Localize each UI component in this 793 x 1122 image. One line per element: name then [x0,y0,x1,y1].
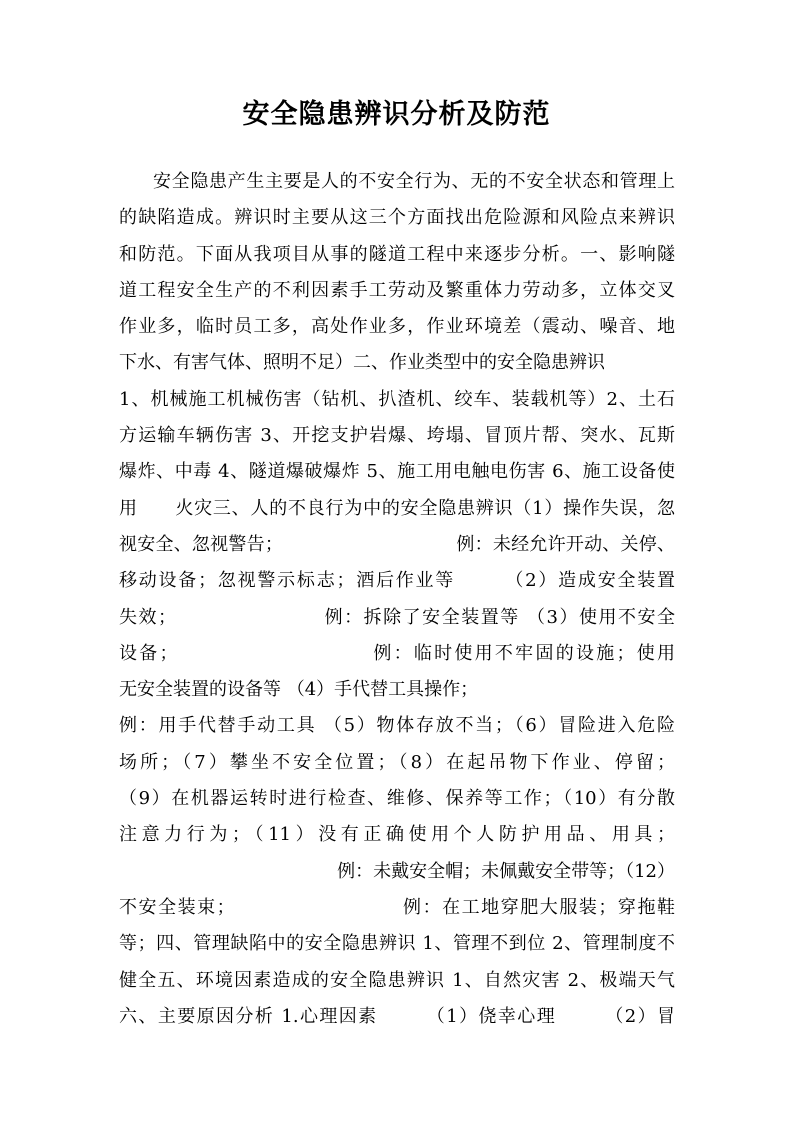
paragraph-line-22: 等；四、管理缺陷中的安全隐患辨识 1、管理不到位 2、管理制度不 [119,933,675,955]
paragraph-line-12: 移动设备；忽视警示标志；酒后作业等 （2）造成安全装置 [119,570,675,592]
document-title: 安全隐患辨识分析及防范 [242,99,551,130]
paragraph-line-7: 1、机械施工机械伤害（钻机、扒渣机、绞车、装载机等）2、土石 [119,388,675,410]
paragraph-line-23: 健全五、环境因素造成的安全隐患辨识 1、自然灾害 2、极端天气 [119,969,675,991]
paragraph-line-19: 注意力行为；（11）没有正确使用个人防护用品、用具； [119,824,675,846]
paragraph-line-14: 设备； 例：临时使用不牢固的设施；使用 [119,642,675,664]
document-body [119,164,675,1035]
paragraph-line-6: 下水、有害气体、照明不足）二、作业类型中的安全隐患辨识 [119,352,605,374]
paragraph-line-5: 作业多，临时员工多，高处作业多，作业环境差（震动、噪音、地 [119,316,675,338]
paragraph-line-20: 例：未戴安全帽；未佩戴安全带等；（12） [337,860,675,882]
paragraph-line-10: 用 火灾三、人的不良行为中的安全隐患辨识（1）操作失误，忽 [119,497,675,519]
paragraph-line-13: 失效； 例：拆除了安全装置等 （3）使用不安全 [119,606,675,628]
paragraph-line-2: 的缺陷造成。辨识时主要从这三个方面找出危险源和风险点来辨识 [119,207,675,229]
paragraph-line-15: 无安全装置的设备等 （4）手代替工具操作； [119,679,479,701]
paragraph-line-8: 方运输车辆伤害 3、开挖支护岩爆、垮塌、冒顶片帮、突水、瓦斯 [119,425,675,447]
paragraph-line-21: 不安全装束； 例：在工地穿肥大服装；穿拖鞋 [119,896,675,918]
paragraph-line-9: 爆炸、中毒 4、隧道爆破爆炸 5、施工用电触电伤害 6、施工设备使 [119,461,675,483]
paragraph-line-16: 例：用手代替手动工具 （5）物体存放不当；（6）冒险进入危险 [119,715,675,737]
paragraph-line-3: 和防范。下面从我项目从事的隧道工程中来逐步分析。一、影响隧 [119,243,675,265]
paragraph-line-11: 视安全、忽视警告； 例：未经允许开动、关停、 [119,533,675,555]
paragraph-line-18: （9）在机器运转时进行检查、维修、保养等工作；（10）有分散 [119,788,675,810]
paragraph-line-24: 六、主要原因分析 1.心理因素 （1）侥幸心理 （2）冒 [119,1005,675,1027]
paragraph-line-17: 场所；（7）攀坐不安全位置；（8）在起吊物下作业、停留； [119,751,675,773]
paragraph-line-4: 道工程安全生产的不利因素手工劳动及繁重体力劳动多，立体交叉 [119,279,675,301]
paragraph-line-1: 安全隐患产生主要是人的不安全行为、无的不安全状态和管理上 [153,171,675,192]
